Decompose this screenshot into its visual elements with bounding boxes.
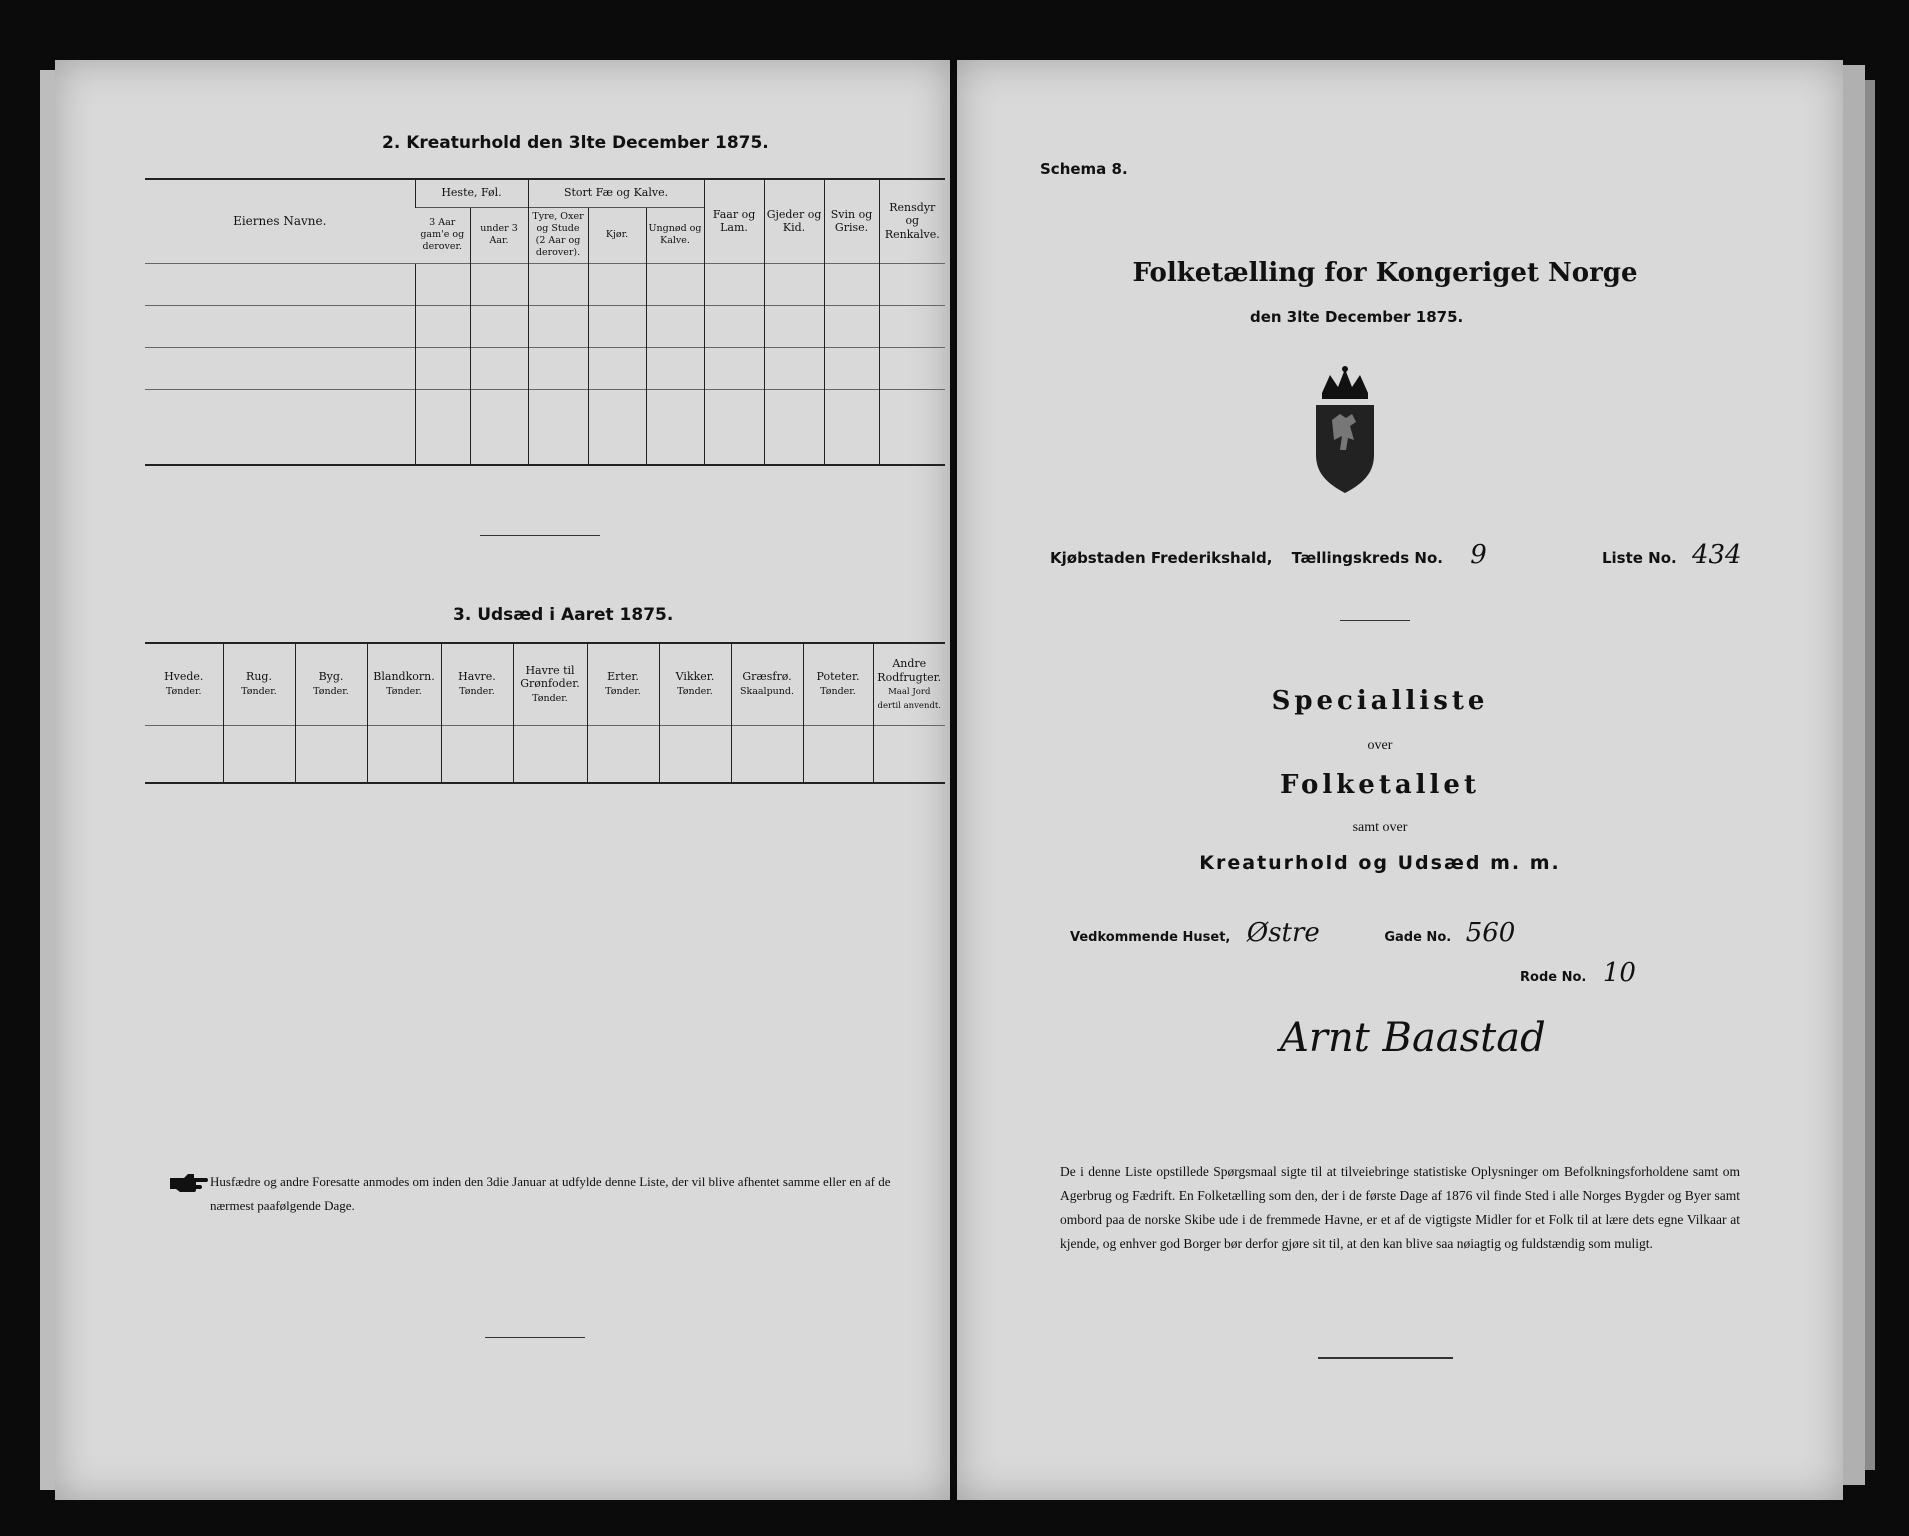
- table-row: [145, 389, 945, 465]
- district-label: Tællingskreds No.: [1291, 549, 1443, 567]
- list-number: 434: [1691, 540, 1742, 570]
- house-line: [1070, 918, 1670, 948]
- district-number: 9: [1470, 540, 1487, 570]
- horses-adult-header: 3 Aar gam'e og derover.: [415, 207, 470, 263]
- house-label: Vedkommende Huset,: [1070, 930, 1231, 945]
- reindeer-header: Rensdyr og Renkalve.: [879, 179, 945, 263]
- over-text: over: [1367, 738, 1393, 753]
- rode-label: Rode No.: [1520, 970, 1587, 985]
- livestock-seed-title: Kreaturhold og Udsæd m. m.: [1199, 852, 1561, 874]
- goats-header: Gjeder og Kid.: [764, 179, 824, 263]
- seed-col-rye: Rug. Tønder.: [223, 643, 295, 725]
- seed-col-peas: Erter. Tønder.: [587, 643, 659, 725]
- table-row: [145, 263, 945, 305]
- seed-col-vetch: Vikker. Tønder.: [659, 643, 731, 725]
- street-number: 560: [1465, 918, 1516, 948]
- cattle-header: Stort Fæ og Kalve.: [528, 179, 704, 207]
- pointing-hand-icon: [168, 1172, 208, 1194]
- pigs-header: Svin og Grise.: [824, 179, 879, 263]
- bottom-rule-right: [1318, 1357, 1453, 1359]
- schema-label: Schema 8.: [1040, 160, 1128, 178]
- right-page-edge: [1843, 65, 1865, 1485]
- right-page-edge-outer: [1865, 80, 1875, 1470]
- table-row: [145, 725, 945, 783]
- seed-table: [145, 642, 945, 784]
- house-value: Østre: [1246, 918, 1320, 948]
- page-title: Folketælling for Kongeriget Norge: [1132, 258, 1638, 288]
- census-date: den 3lte December 1875.: [1250, 308, 1464, 326]
- table-row: [145, 347, 945, 389]
- coat-of-arms-icon: [1310, 365, 1380, 495]
- seed-col-mixed-grain: Blandkorn. Tønder.: [367, 643, 441, 725]
- seed-col-grass-seed: Græsfrø. Skaalpund.: [731, 643, 803, 725]
- seed-col-other-roots: Andre Rodfrugter. Maal Jord dertil anvendt.: [873, 643, 945, 725]
- section2-title: 2. Kreaturhold den 3lte December 1875.: [382, 133, 769, 153]
- young-cattle-header: Ungnød og Kalve.: [646, 207, 704, 263]
- district-line: [1050, 540, 1742, 570]
- horses-header: Heste, Føl.: [415, 179, 528, 207]
- rode-line: [1520, 958, 1636, 988]
- divider-rule-right: [1340, 620, 1410, 621]
- seed-col-barley: Byg. Tønder.: [295, 643, 367, 725]
- street-label: Gade No.: [1384, 930, 1452, 945]
- seed-col-oats-fodder: Havre til Grønfoder. Tønder.: [513, 643, 587, 725]
- cows-header: Kjør.: [588, 207, 646, 263]
- seed-col-oats: Havre. Tønder.: [441, 643, 513, 725]
- list-label: Liste No.: [1601, 549, 1677, 567]
- table-row: [145, 305, 945, 347]
- bottom-rule-left: [485, 1337, 585, 1338]
- population-title: Folketallet: [1280, 770, 1480, 800]
- notice-text: Husfædre og andre Foresatte anmodes om inden den 3die Januar at udfylde denne Liste, der vil blive afhentet samme eller en af de nærmest paafølgende Dage.: [210, 1174, 891, 1213]
- owner-name-header: Eiernes Navne.: [145, 179, 415, 263]
- special-list-title: Specialliste: [1271, 686, 1489, 716]
- town-label: Kjøbstaden Frederikshald,: [1050, 549, 1273, 567]
- horses-young-header: under 3 Aar.: [470, 207, 528, 263]
- seed-col-wheat: Hvede. Tønder.: [145, 643, 223, 725]
- also-over-text: samt over: [1352, 820, 1408, 835]
- sheep-header: Faar og Lam.: [704, 179, 764, 263]
- section3-title: 3. Udsæd i Aaret 1875.: [453, 605, 674, 625]
- rode-number: 10: [1602, 958, 1636, 988]
- purpose-text: De i denne Liste opstillede Spørgsmaal sigte til at tilveiebringe statistiske Oplysninger om Befolkningsforholdene samt om Agerbrug og Fædrift. En Folketælling som den, der i de første Dage af 1876 vil finde Sted i alle Norges Bygder og Byer samt ombord paa de norske Skibe ude i de fremmede Havne, er et af de vigtigste Midler for et Folk til at lære dets egne Vilkaar at kjende, og enhver god Borger bør derfor gjøre sit til, at den kan blive saa nøiagtig og fuldstændig som muligt.: [1060, 1164, 1740, 1251]
- divider-rule: [480, 535, 600, 536]
- bulls-oxen-header: Tyre, Oxer og Stude (2 Aar og derover).: [528, 207, 588, 263]
- seed-col-potatoes: Poteter. Tønder.: [803, 643, 873, 725]
- livestock-table: [145, 178, 945, 466]
- signature: Arnt Baastad: [1280, 1015, 1546, 1061]
